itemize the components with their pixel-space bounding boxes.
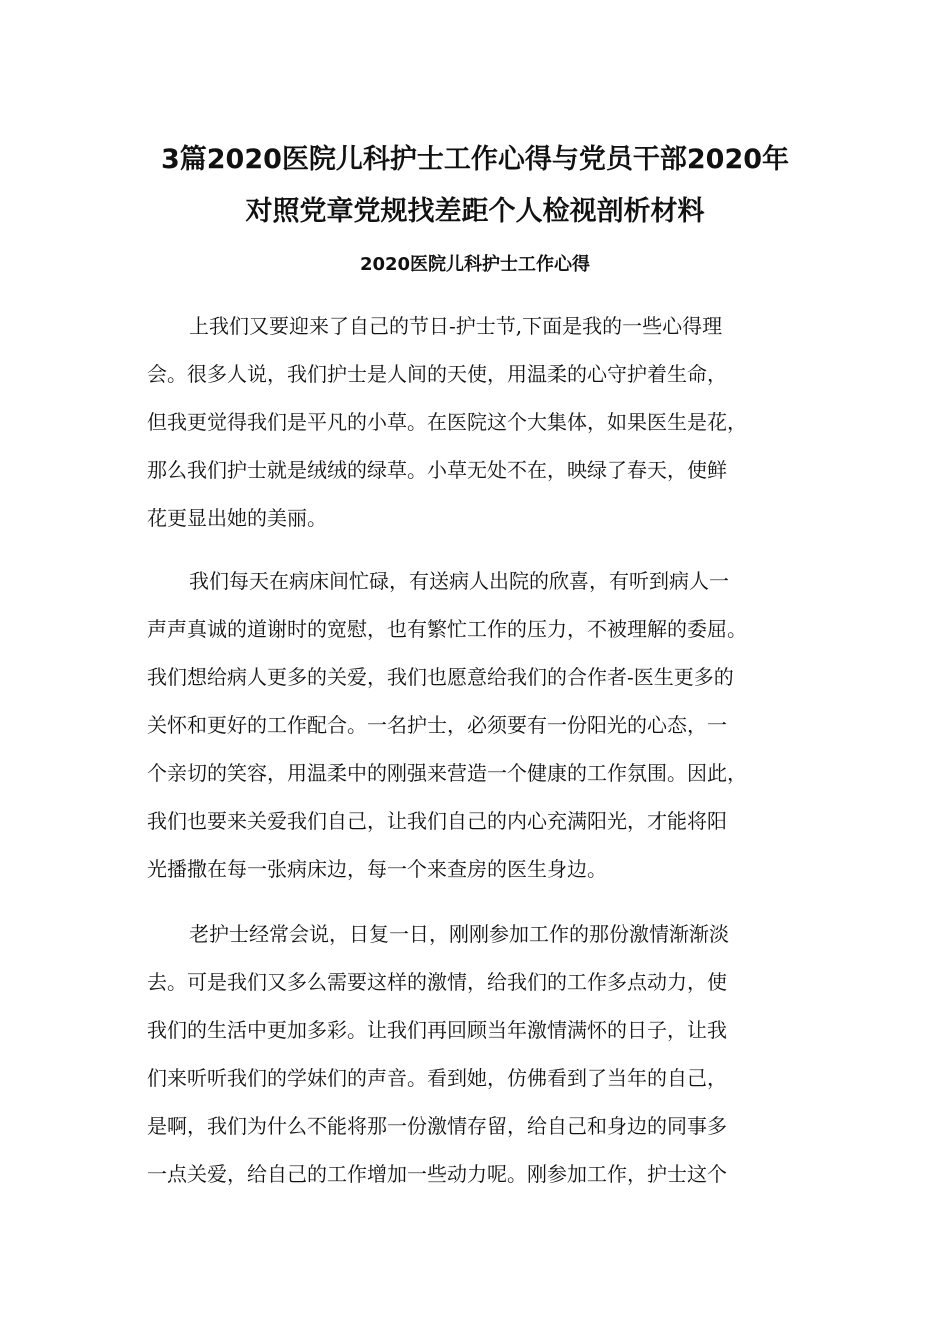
paragraph-line: 是啊，我们为什么不能将那一份激情存留，给自己和身边的同事多	[147, 1114, 727, 1138]
paragraph-line: 会。很多人说，我们护士是人间的天使，用温柔的心守护着生命，	[147, 362, 727, 386]
paragraph-1	[147, 302, 807, 542]
title-line-1: 3篇2020医院儿科护士工作心得与党员干部2020年	[160, 144, 790, 175]
paragraph-3	[147, 910, 807, 1198]
paragraph-line: 我们也要来关爱我们自己，让我们自己的内心充满阳光，才能将阳	[147, 809, 727, 833]
section-subtitle: 2020医院儿科护士工作心得	[359, 254, 591, 275]
paragraph-line: 声声真诚的道谢时的宽慰，也有繁忙工作的压力，不被理解的委屈。	[147, 617, 747, 641]
paragraph-line: 老护士经常会说，日复一日，刚刚参加工作的那份激情渐渐淡	[189, 922, 729, 946]
paragraph-2	[147, 557, 807, 893]
paragraph-line: 光播撒在每一张病床边，每一个来查房的医生身边。	[147, 857, 607, 881]
document-title	[100, 134, 850, 238]
paragraph-line: 但我更觉得我们是平凡的小草。在医院这个大集体，如果医生是花，	[147, 410, 747, 434]
paragraph-line: 们来听听我们的学妹们的声音。看到她，仿佛看到了当年的自己，	[147, 1066, 727, 1090]
paragraph-line: 我们的生活中更加多彩。让我们再回顾当年激情满怀的日子，让我	[147, 1018, 727, 1042]
paragraph-line: 去。可是我们又多么需要这样的激情，给我们的工作多点动力，使	[147, 970, 727, 994]
paragraph-line: 个亲切的笑容，用温柔中的刚强来营造一个健康的工作氛围。因此，	[147, 761, 747, 785]
paragraph-line: 那么我们护士就是绒绒的绿草。小草无处不在，映绿了春天，使鲜	[147, 458, 727, 482]
paragraph-line: 关怀和更好的工作配合。一名护士，必须要有一份阳光的心态，一	[147, 713, 727, 737]
paragraph-line: 上我们又要迎来了自己的节日-护士节,下面是我的一些心得理	[189, 314, 723, 338]
paragraph-line: 我们每天在病床间忙碌，有送病人出院的欣喜，有听到病人一	[189, 569, 729, 593]
paragraph-line: 花更显出她的美丽。	[147, 506, 327, 530]
paragraph-line: 我们想给病人更多的关爱，我们也愿意给我们的合作者-医生更多的	[147, 665, 734, 689]
title-line-2: 对照党章党规找差距个人检视剖析材料	[245, 196, 705, 227]
paragraph-line: 一点关爱，给自己的工作增加一些动力呢。刚参加工作，护士这个	[147, 1162, 727, 1186]
